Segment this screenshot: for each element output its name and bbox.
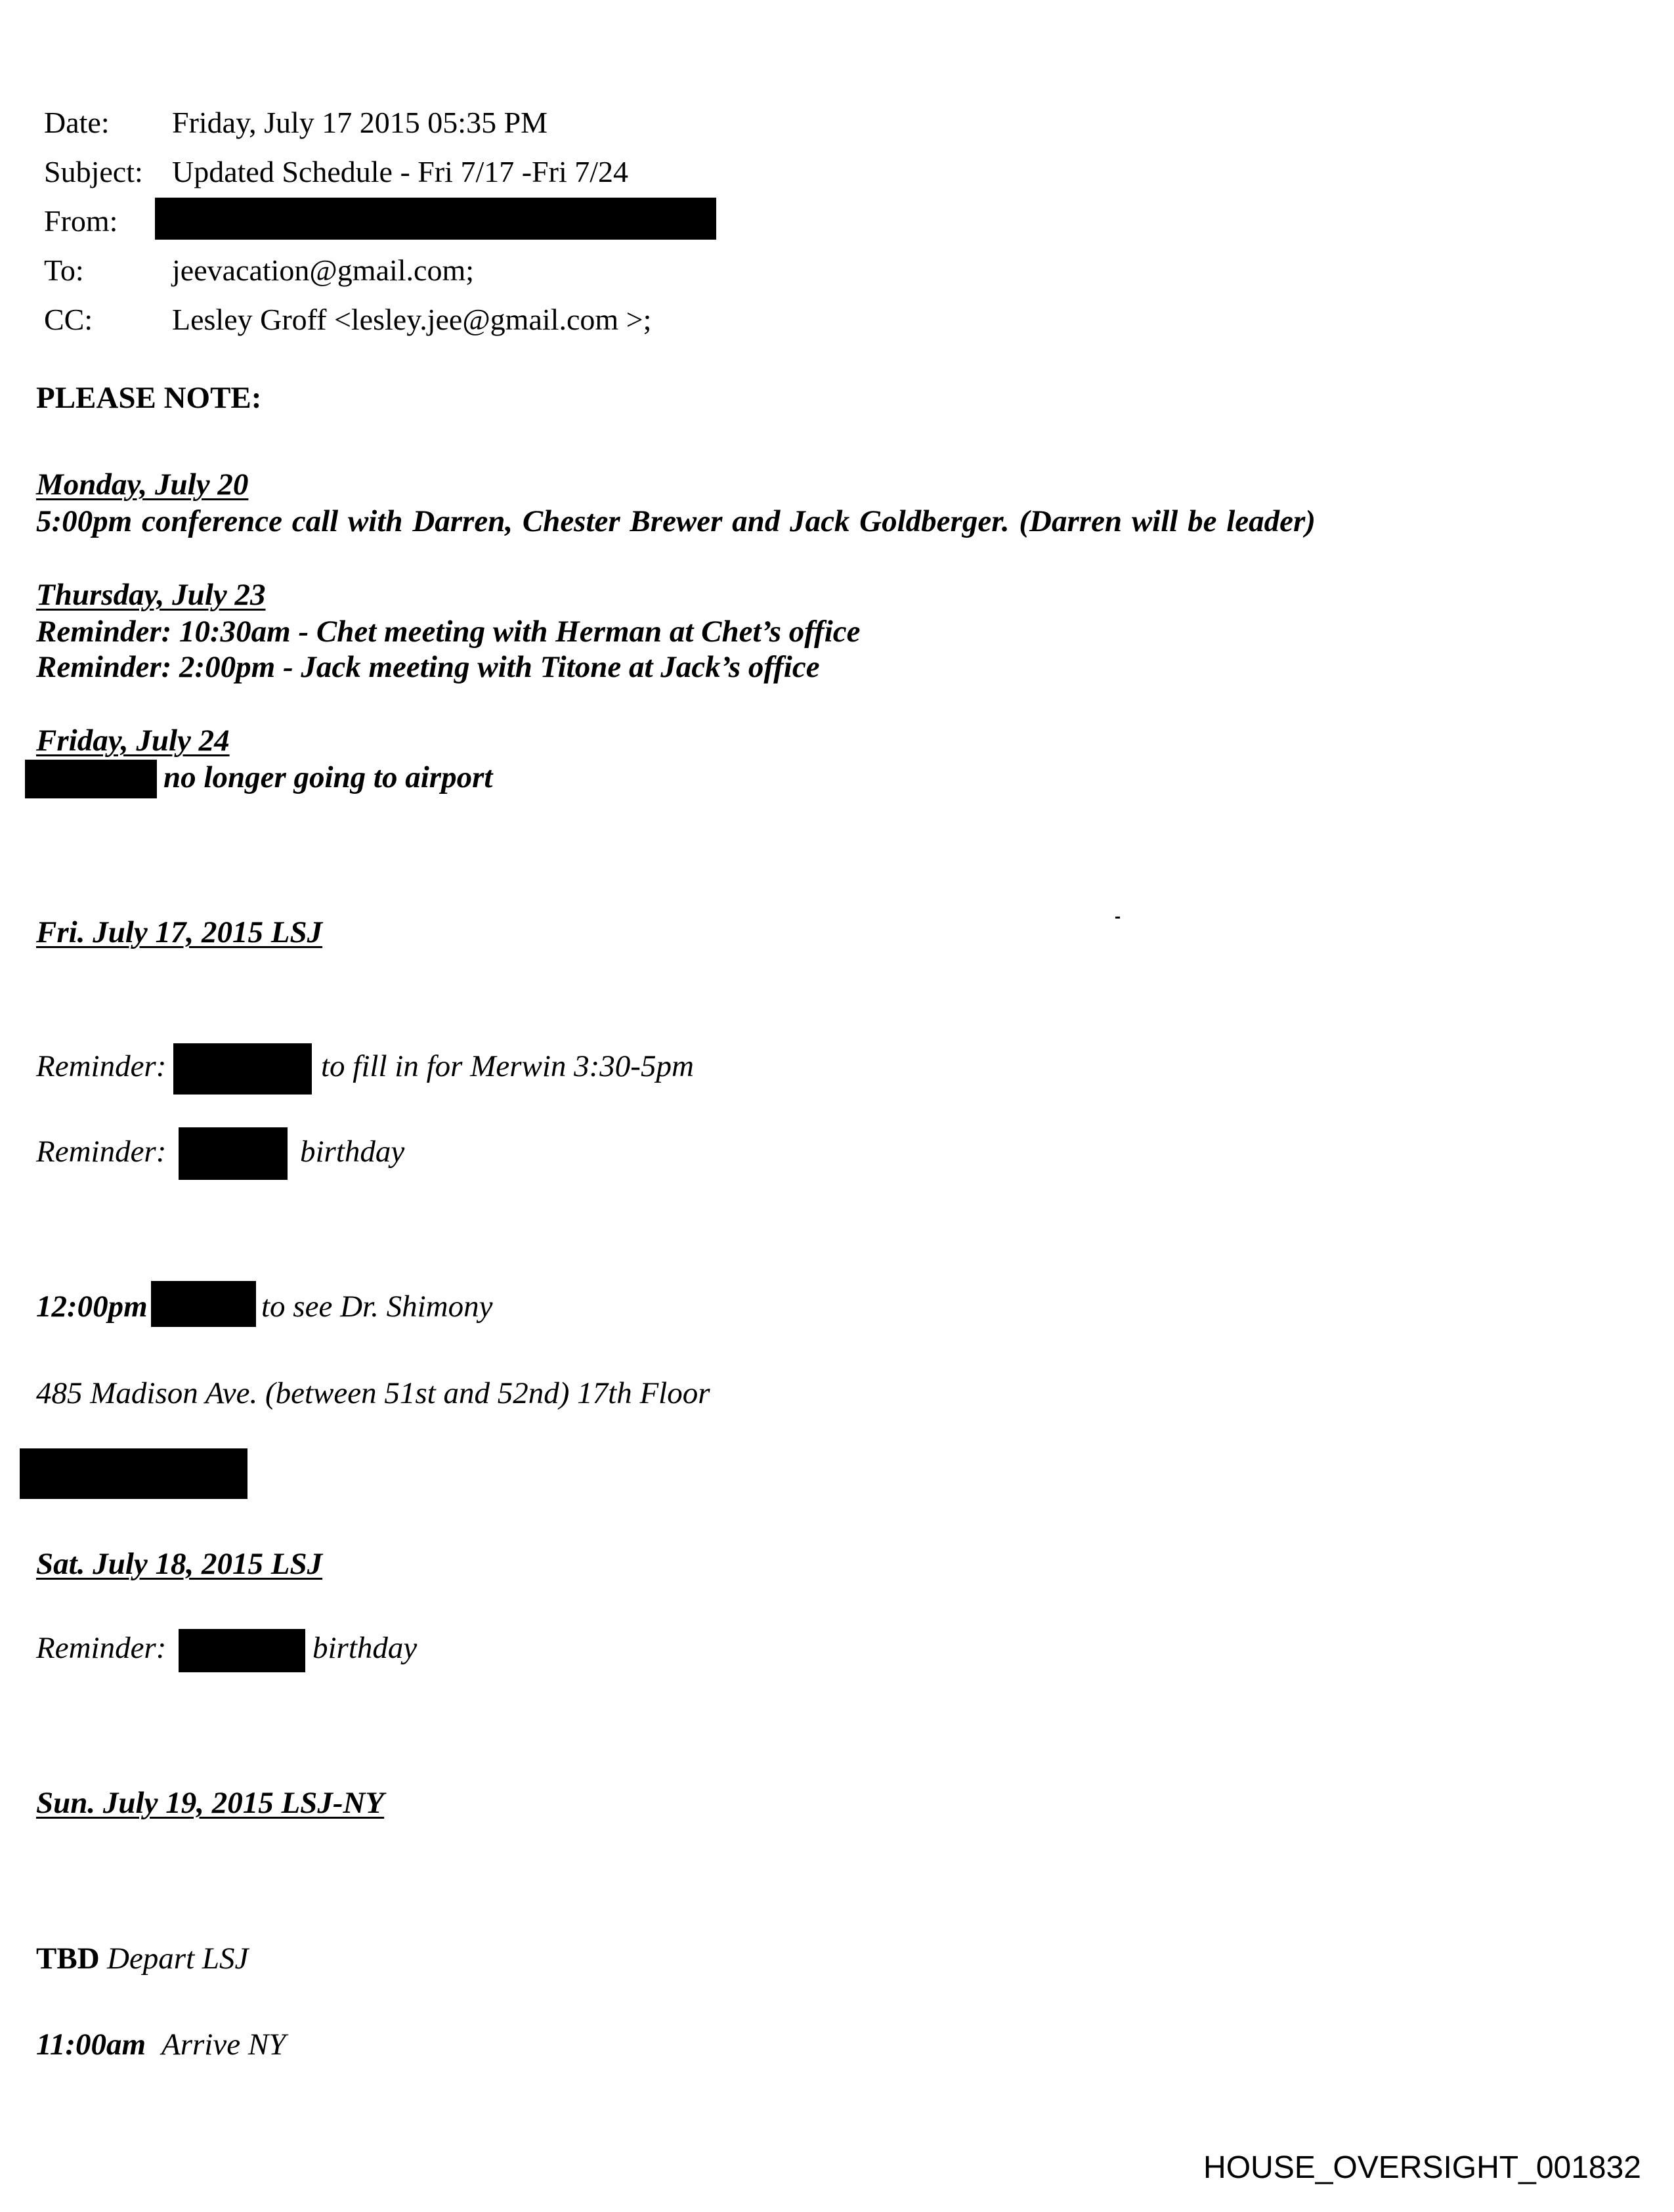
friday-heading: Friday, July 24 [36,724,230,758]
to-label: To: [44,253,84,287]
sun19-tbd-text: Depart LSJ [107,1941,249,1976]
stray-mark [1115,917,1120,919]
sat18-reminder-label: Reminder: [36,1631,167,1665]
to-value: jeevacation@gmail.com; [172,253,475,287]
thursday-heading: Thursday, July 23 [36,578,266,612]
redaction-friday [25,760,157,798]
redaction-from [155,198,716,240]
fri17-time: 12:00pm [36,1290,148,1324]
sun19-time-text: Arrive NY [161,2028,286,2062]
bates-number: HOUSE_OVERSIGHT_001832 [1203,2150,1641,2185]
subject-value: Updated Schedule - Fri 7/17 -Fri 7/24 [172,155,629,188]
monday-heading: Monday, July 20 [36,467,249,502]
monday-line: 5:00pm conference call with Darren, Chester Brewer and Jack Goldberger. (Darren will be leader) [36,504,1316,538]
sun19-heading: Sun. July 19, 2015 LSJ-NY [36,1786,385,1820]
fri17-reminder-1-text: to fill in for Merwin 3:30-5pm [321,1049,694,1083]
redaction-block [20,1448,247,1499]
redaction-sat18-reminder [179,1629,305,1672]
redaction-fri17-reminder-2 [179,1127,288,1180]
redaction-fri17-reminder-1 [173,1043,312,1095]
thursday-line-2: Reminder: 2:00pm - Jack meeting with Titone at Jack’s office [36,650,820,684]
fri17-reminder-2-label: Reminder: [36,1135,167,1169]
sat18-heading: Sat. July 18, 2015 LSJ [36,1547,323,1581]
sun19-time: 11:00am [36,2028,146,2062]
fri17-heading: Fri. July 17, 2015 LSJ [36,915,323,949]
fri17-address: 485 Madison Ave. (between 51st and 52nd) 17th Floor [36,1376,710,1410]
fri17-time-text: to see Dr. Shimony [261,1290,493,1324]
fri17-reminder-1-label: Reminder: [36,1049,167,1083]
date-label: Date: [44,106,110,139]
thursday-line-1: Reminder: 10:30am - Chet meeting with Herman at Chet’s office [36,615,861,649]
fri17-reminder-2-text: birthday [300,1135,405,1169]
redaction-fri17-time [151,1281,256,1327]
date-value: Friday, July 17 2015 05:35 PM [172,106,548,139]
from-label: From: [44,204,118,238]
sun19-tbd: TBD [36,1941,100,1976]
subject-label: Subject: [44,155,143,188]
cc-label: CC: [44,303,93,336]
friday-line: no longer going to airport [163,760,493,794]
cc-value: Lesley Groff <lesley.jee@gmail.com >; [172,303,652,336]
please-note-heading: PLEASE NOTE: [36,381,262,415]
sat18-reminder-text: birthday [312,1631,418,1665]
